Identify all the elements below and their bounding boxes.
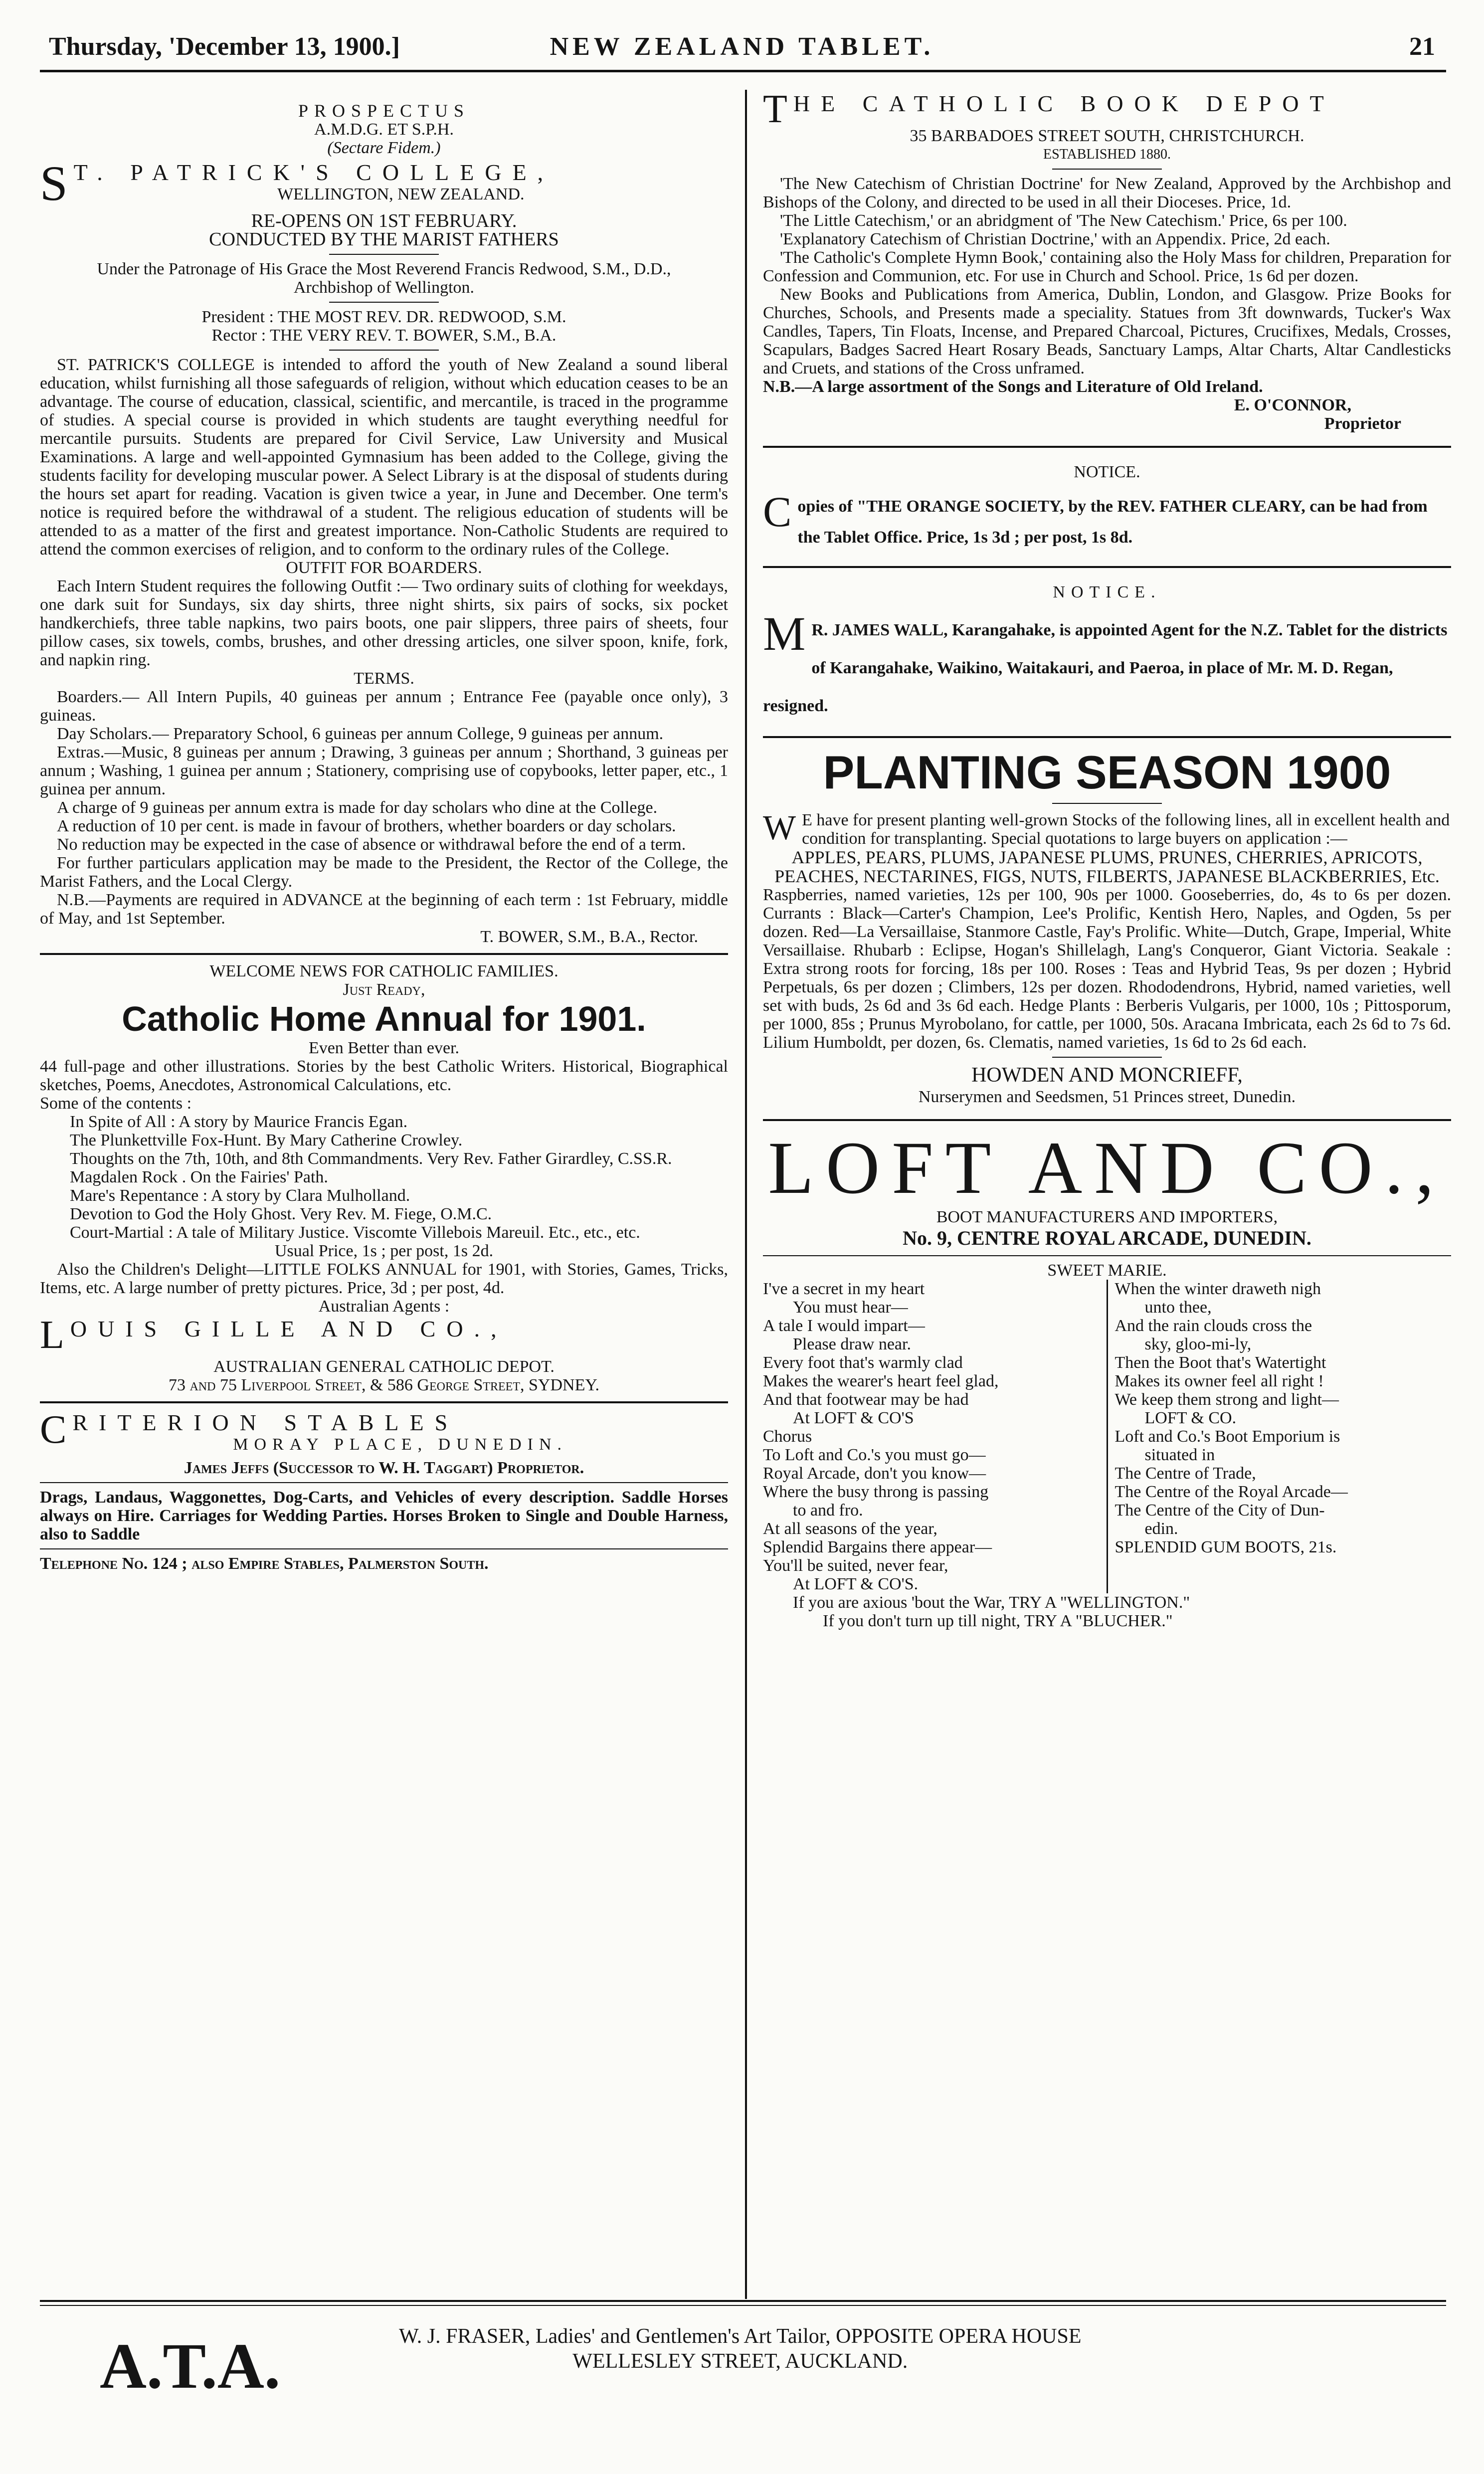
notice-agent — [763, 607, 1451, 725]
annual-title: Catholic Home Annual for 1901. — [122, 999, 646, 1038]
divider — [763, 1255, 1451, 1256]
notice-orange — [763, 488, 1451, 553]
criterion-drop-cap: C — [40, 1408, 67, 1452]
poem-left — [763, 1280, 1108, 1593]
book-depot-stock: New Books and Publications from America, Dublin, London, and Glasgow. Prize Books for Churches, Schools, and Presents made a speciality. Statues from 3ft downwards, Tucker's Wax Candles, Tapers, Tin Floats, Incense, and Prepared Charcoal, Pictures, Crucifixes, Medals, Crosses, Scapulars, Badges Sacred Heart Rosary Beads, Sanctuary Lamps, Altar Charts, Altar Candlesticks and Cruets, and stations of the Cross unframed. — [763, 285, 1451, 378]
annual-content-item: Court-Martial : A tale of Military Justice. Viscomte Villebois Mareuil. Etc., etc., etc. — [70, 1223, 640, 1242]
planting-firm: HOWDEN AND MONCRIEFF, — [971, 1064, 1243, 1087]
conducted-by: CONDUCTED BY THE MARIST FATHERS — [209, 229, 559, 250]
masthead — [49, 29, 1435, 69]
annual-content-item: The Plunkettville Fox-Hunt. By Mary Catherine Crowley. — [70, 1131, 463, 1149]
hymn-book: 'The Catholic's Complete Hymn Book,' containing also the Holy Mass for children, Preparation for Confession and Communion, etc. For use in Church and School. Price, 1s 6d per dozen. — [763, 248, 1451, 285]
catechism-new: 'The New Catechism of Christian Doctrine' for New Zealand, Approved by the Archbishop and Bishops of the Colony, and directed to be used in all their Dioceses. Price, 1d. — [763, 175, 1451, 211]
poem-right-line: The Centre of the Royal Arcade— — [1114, 1483, 1348, 1501]
poem-right-line: The Centre of Trade, — [1114, 1464, 1256, 1483]
poem-left-line: Where the busy throng is passing — [763, 1483, 989, 1501]
book-depot-nb: N.B.—A large assortment of the Songs and Literature of Old Ireland. — [763, 378, 1263, 396]
right-column — [763, 90, 1451, 1630]
loft-subtitle: BOOT MANUFACTURERS AND IMPORTERS, — [936, 1208, 1278, 1226]
column-divider — [745, 90, 747, 2299]
planting-drop-cap: W — [763, 809, 796, 847]
college-drop-cap: S — [40, 156, 68, 211]
poem-left-line: To Loft and Co.'s you must go— — [763, 1446, 986, 1464]
patronage: Under the Patronage of His Grace the Most Reverend Francis Redwood, S.M., D.D., Archbishop of Wellington. — [97, 260, 671, 297]
annual-content-item: Devotion to God the Holy Ghost. Very Rev. M. Fiege, O.M.C. — [70, 1205, 492, 1223]
divider — [329, 350, 439, 351]
poem-right-line: The Centre of the City of Dun- — [1114, 1501, 1325, 1520]
criterion-proprietor: James Jeffs (Successor to W. H. Taggart) Proprietor. — [184, 1459, 584, 1477]
president: President : THE MOST REV. DR. REDWOOD, S.M. — [201, 308, 566, 326]
divider — [1052, 803, 1162, 804]
poem-right-line: unto thee, — [1144, 1298, 1212, 1317]
catechism-little: 'The Little Catechism,' or an abridgment of 'The New Catechism.' Price, 6s per 100. — [780, 211, 1347, 230]
divider — [329, 254, 439, 255]
section-rule — [763, 1119, 1451, 1121]
planting-intro-block — [763, 811, 1451, 848]
divider — [40, 1482, 728, 1483]
loft-war-wellington: If you are axious 'bout the War, TRY A "WELLINGTON." — [793, 1593, 1190, 1612]
poem-left-line: At LOFT & CO'S. — [793, 1575, 919, 1593]
divider — [1052, 169, 1162, 170]
just-ready: Just Ready, — [343, 980, 425, 999]
masthead-date: Thursday, 'December 13, 1900.] — [49, 32, 400, 61]
college-name: T. PATRICK'S COLLEGE, — [73, 160, 555, 185]
gille-heading — [40, 1313, 728, 1357]
section-rule — [40, 1401, 728, 1403]
poem-left-line: At LOFT & CO'S — [793, 1409, 914, 1427]
poem-left-line: Chorus — [763, 1427, 812, 1446]
planting-fruits: APPLES, PEARS, PLUMS, JAPANESE PLUMS, PRUNES, CHERRIES, APRICOTS, PEACHES, NECTARINES, FIGS, NUTS, FILBERTS, JAPANESE BLACKBERRIES, Etc. — [774, 847, 1440, 886]
loft-war-blucher: If you don't turn up till night, TRY A "BLUCHER." — [823, 1612, 1173, 1630]
little-folks-annual: Also the Children's Delight—LITTLE FOLKS ANNUAL for 1901, with Stories, Games, Tricks, Items, etc. A large number of pretty pictures. Price, 3d ; per post, 4d. — [40, 1260, 728, 1297]
left-column — [40, 90, 728, 1573]
poem-right-line: edin. — [1144, 1520, 1178, 1538]
poem-left-line: Splendid Bargains there appear— — [763, 1538, 992, 1556]
criterion-place: MORAY PLACE, DUNEDIN. — [233, 1435, 568, 1454]
loft-address: No. 9, CENTRE ROYAL ARCADE, DUNEDIN. — [903, 1227, 1311, 1249]
divider — [40, 1548, 728, 1549]
masthead-rule — [40, 70, 1446, 72]
poem — [763, 1280, 1451, 1593]
poem-right-line: Loft and Co.'s Boot Emporium is — [1114, 1427, 1340, 1446]
terms-heading: TERMS. — [354, 669, 414, 688]
gille-drop-cap: L — [40, 1313, 64, 1357]
annual-contents-label: Some of the contents : — [40, 1094, 192, 1113]
college-description: ST. PATRICK'S COLLEGE is intended to afford the youth of New Zealand a sound liberal education, whilst furnishing all those safeguards of religion, without which education ceases to be an advantage. The course of education, classical, scientific, and mercantile, is traced in the programme of studies. A special course is provided in which students are taught everything needful for mercantile pursuits. Students are prepared for Civil Service, Law University and Musical Examinations. A large and well-appointed Gymnasium has been added to the College, giving the students facility for developing muscular power. A Select Library is at the disposal of students during the hours set apart for reading. Vacation is given twice a year, in June and December. One term's notice is required before the withdrawal of a student. The religious education of students will be attended to as a matter of the first and greatest importance. Non-Catholic Students are required to attend the common exercises of religion, and to conform to the ordinary rules of the College. — [40, 356, 728, 559]
poem-left-line: And that footwear may be had — [763, 1390, 969, 1409]
terms-boarders: Boarders.— All Intern Pupils, 40 guineas per annum ; Entrance Fee (payable once only), 3 guineas. — [40, 688, 728, 725]
terms-no-reduction: No reduction may be expected in the case of absence or withdrawal before the end of a term. — [57, 835, 686, 854]
poem-right-line: LOFT & CO. — [1144, 1409, 1237, 1427]
footer-line-2: WELLESLEY STREET, AUCKLAND. — [572, 2350, 908, 2373]
criterion-telephone: Telephone No. 124 ; also Empire Stables, Palmerston South. — [40, 1554, 489, 1573]
annual-content-item: In Spite of All : A story by Maurice Francis Egan. — [70, 1113, 408, 1131]
terms-dine-charge: A charge of 9 guineas per annum extra is made for day scholars who dine at the College. — [57, 798, 658, 817]
notice-agent-text: R. JAMES WALL, Karangahake, is appointed Agent for the N.Z. Tablet for the districts of Karangahake, Waikino, Waitakauri, and Paeroa, in place of Mr. M. D. Regan, resigned. — [763, 621, 1448, 715]
poem-right-line: And the rain clouds cross the — [1114, 1317, 1312, 1335]
annual-content-item: Mare's Repentance : A story by Clara Mulholland. — [70, 1186, 410, 1205]
college-heading — [40, 156, 728, 211]
footer-ad — [40, 2309, 1436, 2434]
prospectus-label: PROSPECTUS — [298, 101, 470, 121]
criterion-heading — [40, 1410, 728, 1454]
notice-orange-heading: NOTICE. — [1074, 463, 1140, 481]
poem-left-line: You'll be suited, never fear, — [763, 1556, 948, 1575]
gille-name: OUIS GILLE AND CO., — [70, 1316, 508, 1341]
terms-particulars: For further particulars application may be made to the President, the Rector of the College, the Marist Fathers, and the Local Clergy. — [40, 854, 728, 891]
footer-rule — [40, 2300, 1446, 2302]
criterion-name: RITERION STABLES — [72, 1410, 459, 1435]
poem-right-line: sky, gloo-mi-ly, — [1144, 1335, 1252, 1353]
annual-content-item: Thoughts on the 7th, 10th, and 8th Commandments. Very Rev. Father Girardley, C.SS.R. — [70, 1149, 672, 1168]
australian-agents: Australian Agents : — [318, 1297, 450, 1316]
poem-left-line: Every foot that's warmly clad — [763, 1353, 963, 1372]
outfit-heading: OUTFIT FOR BOARDERS. — [286, 559, 482, 577]
book-depot-name: HE CATHOLIC BOOK DEPOT — [793, 91, 1335, 116]
welcome-news: WELCOME NEWS FOR CATHOLIC FAMILIES. — [209, 962, 558, 980]
divider — [329, 302, 439, 303]
poem-right-line: We keep them strong and light— — [1114, 1390, 1339, 1409]
planting-title: PLANTING SEASON 1900 — [823, 746, 1391, 798]
book-depot-address: 35 BARBADOES STREET SOUTH, CHRISTCHURCH. — [910, 127, 1304, 145]
poem-right-line: SPLENDID GUM BOOTS, 21s. — [1114, 1538, 1337, 1556]
gille-address: 73 and 75 Liverpool Street, & 586 George Street, SYDNEY. — [168, 1376, 600, 1394]
annual-even-better: Even Better than ever. — [308, 1039, 460, 1057]
terms-payments: N.B.—Payments are required in ADVANCE at the beginning of each term : 1st February, middle of May, and 1st September. — [40, 891, 728, 928]
book-depot-heading — [763, 90, 1451, 131]
motto: (Sectare Fidem.) — [327, 139, 441, 157]
poem-left-line: to and fro. — [793, 1501, 863, 1520]
poem-left-line: I've a secret in my heart — [763, 1280, 925, 1298]
notice-agent-drop-cap: M — [763, 607, 806, 660]
book-depot-established: ESTABLISHED 1880. — [1043, 147, 1171, 162]
section-rule — [40, 953, 728, 955]
notice-agent-heading: NOTICE. — [1053, 583, 1161, 601]
terms-extras: Extras.—Music, 8 guineas per annum ; Drawing, 3 guineas per annum ; Shorthand, 3 guineas per annum ; Washing, 1 guinea per annum ; Stationery, comprising use of copybooks, letter paper, etc., 1 guinea per annum. — [40, 743, 728, 798]
poem-left-line: Please draw near. — [793, 1335, 911, 1353]
poem-right-line: When the winter draweth nigh — [1114, 1280, 1321, 1298]
poem-left-line: A tale I would impart— — [763, 1317, 925, 1335]
amdg: A.M.D.G. ET S.P.H. — [314, 120, 454, 139]
masthead-title: NEW ZEALAND TABLET. — [550, 32, 934, 61]
criterion-description: Drags, Landaus, Waggonettes, Dog-Carts, and Vehicles of every description. Saddle Horses always on Hire. Carriages for Wedding Parties. Horses Broken to Single and Double Harness, also to Saddle — [40, 1488, 728, 1543]
poem-right-line: Makes its owner feel all right ! — [1114, 1372, 1324, 1390]
section-rule — [763, 566, 1451, 568]
footer-rule — [40, 2305, 1446, 2306]
notice-orange-drop-cap: C — [763, 488, 792, 536]
terms-day-scholars: Day Scholars.— Preparatory School, 6 guineas per annum College, 9 guineas per annum. — [57, 725, 664, 743]
college-signature: T. BOWER, S.M., B.A., Rector. — [480, 928, 698, 946]
footer-fraser — [399, 2324, 1082, 2374]
poem-left-line: Royal Arcade, don't you know— — [763, 1464, 986, 1483]
footer-ata: A.T.A. — [100, 2330, 281, 2402]
poem-left-line: At all seasons of the year, — [763, 1520, 937, 1538]
planting-details: Raspberries, named varieties, 12s per 100, 90s per 1000. Gooseberries, do, 4s to 6s per dozen. Currants : Black—Carter's Champion, Lee's Prolific, Kentish Hero, Naples, and Ogden, 5s per dozen. Red—La Versaillaise, Stanmore Castle, Fay's Prolific. White—Dutch, Grape, Imperial, White Versaillaise. Rhubarb : Eclipse, Hogan's Shillelagh, Lang's Conqueror, Giant Victoria. Seakale : Extra strong roots for forcing, 18s per 100. Roses : Teas and Hybrid Teas, 9s per dozen ; Hybrid Perpetuals, 6s per dozen ; Climbers, 12s per dozen. Rhododendrons, Hybrid, named varieties, well set with buds, 2s 6d and 3s 6d each. Hedge Plants : Berberis Vulgaris, per 1000, 10s ; Pittosporum, per 1000, 85s ; Prunus Myrobolano, for cattle, per 1000, 50s. Aracana Imbricata, each 2s 6d to 7s 6d. Lilium Humboldt, per dozen, 6s. Clematis, named varieties, 1s 6d to 2s 6d each. — [763, 886, 1451, 1052]
gille-depot: AUSTRALIAN GENERAL CATHOLIC DEPOT. — [213, 1357, 555, 1376]
annual-content-item: Magdalen Rock . On the Fairies' Path. — [70, 1168, 328, 1186]
annual-description: 44 full-page and other illustrations. Stories by the best Catholic Writers. Historical, Biographical sketches, Poems, Anecdotes, Astronomical Calculations, etc. — [40, 1057, 728, 1094]
poem-right — [1108, 1280, 1452, 1593]
college-place: WELLINGTON, NEW ZEALAND. — [277, 185, 525, 203]
terms-reduction: A reduction of 10 per cent. is made in favour of brothers, whether boarders or day scholars. — [57, 817, 676, 835]
footer-line-1: W. J. FRASER, Ladies' and Gentlemen's Art Tailor, OPPOSITE OPERA HOUSE — [399, 2325, 1082, 2348]
poem-left-line: You must hear— — [793, 1298, 908, 1317]
outfit-text: Each Intern Student requires the following Outfit :— Two ordinary suits of clothing for weekdays, one dark suit for Sundays, six day shirts, three night shirts, six pairs of socks, six pocket handkerchiefs, three table napkins, two pairs boots, one pair slippers, three pairs of sheets, four pillow cases, six towels, combs, brushes, and other dressing articles, one silver spoon, knife, fork, and napkin ring. — [40, 577, 728, 669]
poem-right-line: situated in — [1144, 1446, 1215, 1464]
planting-firm-address: Nurserymen and Seedsmen, 51 Princes street, Dunedin. — [918, 1088, 1296, 1106]
poem-right-line: Then the Boot that's Watertight — [1114, 1353, 1326, 1372]
book-depot-drop-cap: T — [763, 90, 787, 131]
section-rule — [763, 446, 1451, 448]
poem-left-line: Makes the wearer's heart feel glad, — [763, 1372, 999, 1390]
reopens: RE-OPENS ON 1ST FEBRUARY. — [251, 210, 517, 231]
page-number: 21 — [1409, 32, 1435, 61]
book-depot-sig-name: E. O'CONNOR, — [1234, 396, 1351, 414]
notice-orange-text: opies of "THE ORANGE SOCIETY, by the REV. FATHER CLEARY, can be had from the Tablet Office. Price, 1s 3d ; per post, 1s 8d. — [797, 497, 1428, 547]
catechism-explanatory: 'Explanatory Catechism of Christian Doctrine,' with an Appendix. Price, 2d each. — [780, 230, 1330, 248]
book-depot-sig-title: Proprietor — [1324, 414, 1401, 433]
poem-title: SWEET MARIE. — [1047, 1261, 1167, 1280]
planting-intro: E have for present planting well-grown Stocks of the following lines, all in excellent health and condition for transplanting. Special quotations to large buyers on application :— — [802, 811, 1450, 848]
divider — [1052, 1057, 1162, 1058]
rector: Rector : THE VERY REV. T. BOWER, S.M., B.A. — [211, 326, 556, 345]
loft-title: LOFT AND CO., — [768, 1127, 1446, 1209]
section-rule — [763, 736, 1451, 738]
annual-price: Usual Price, 1s ; per post, 1s 2d. — [274, 1242, 494, 1260]
